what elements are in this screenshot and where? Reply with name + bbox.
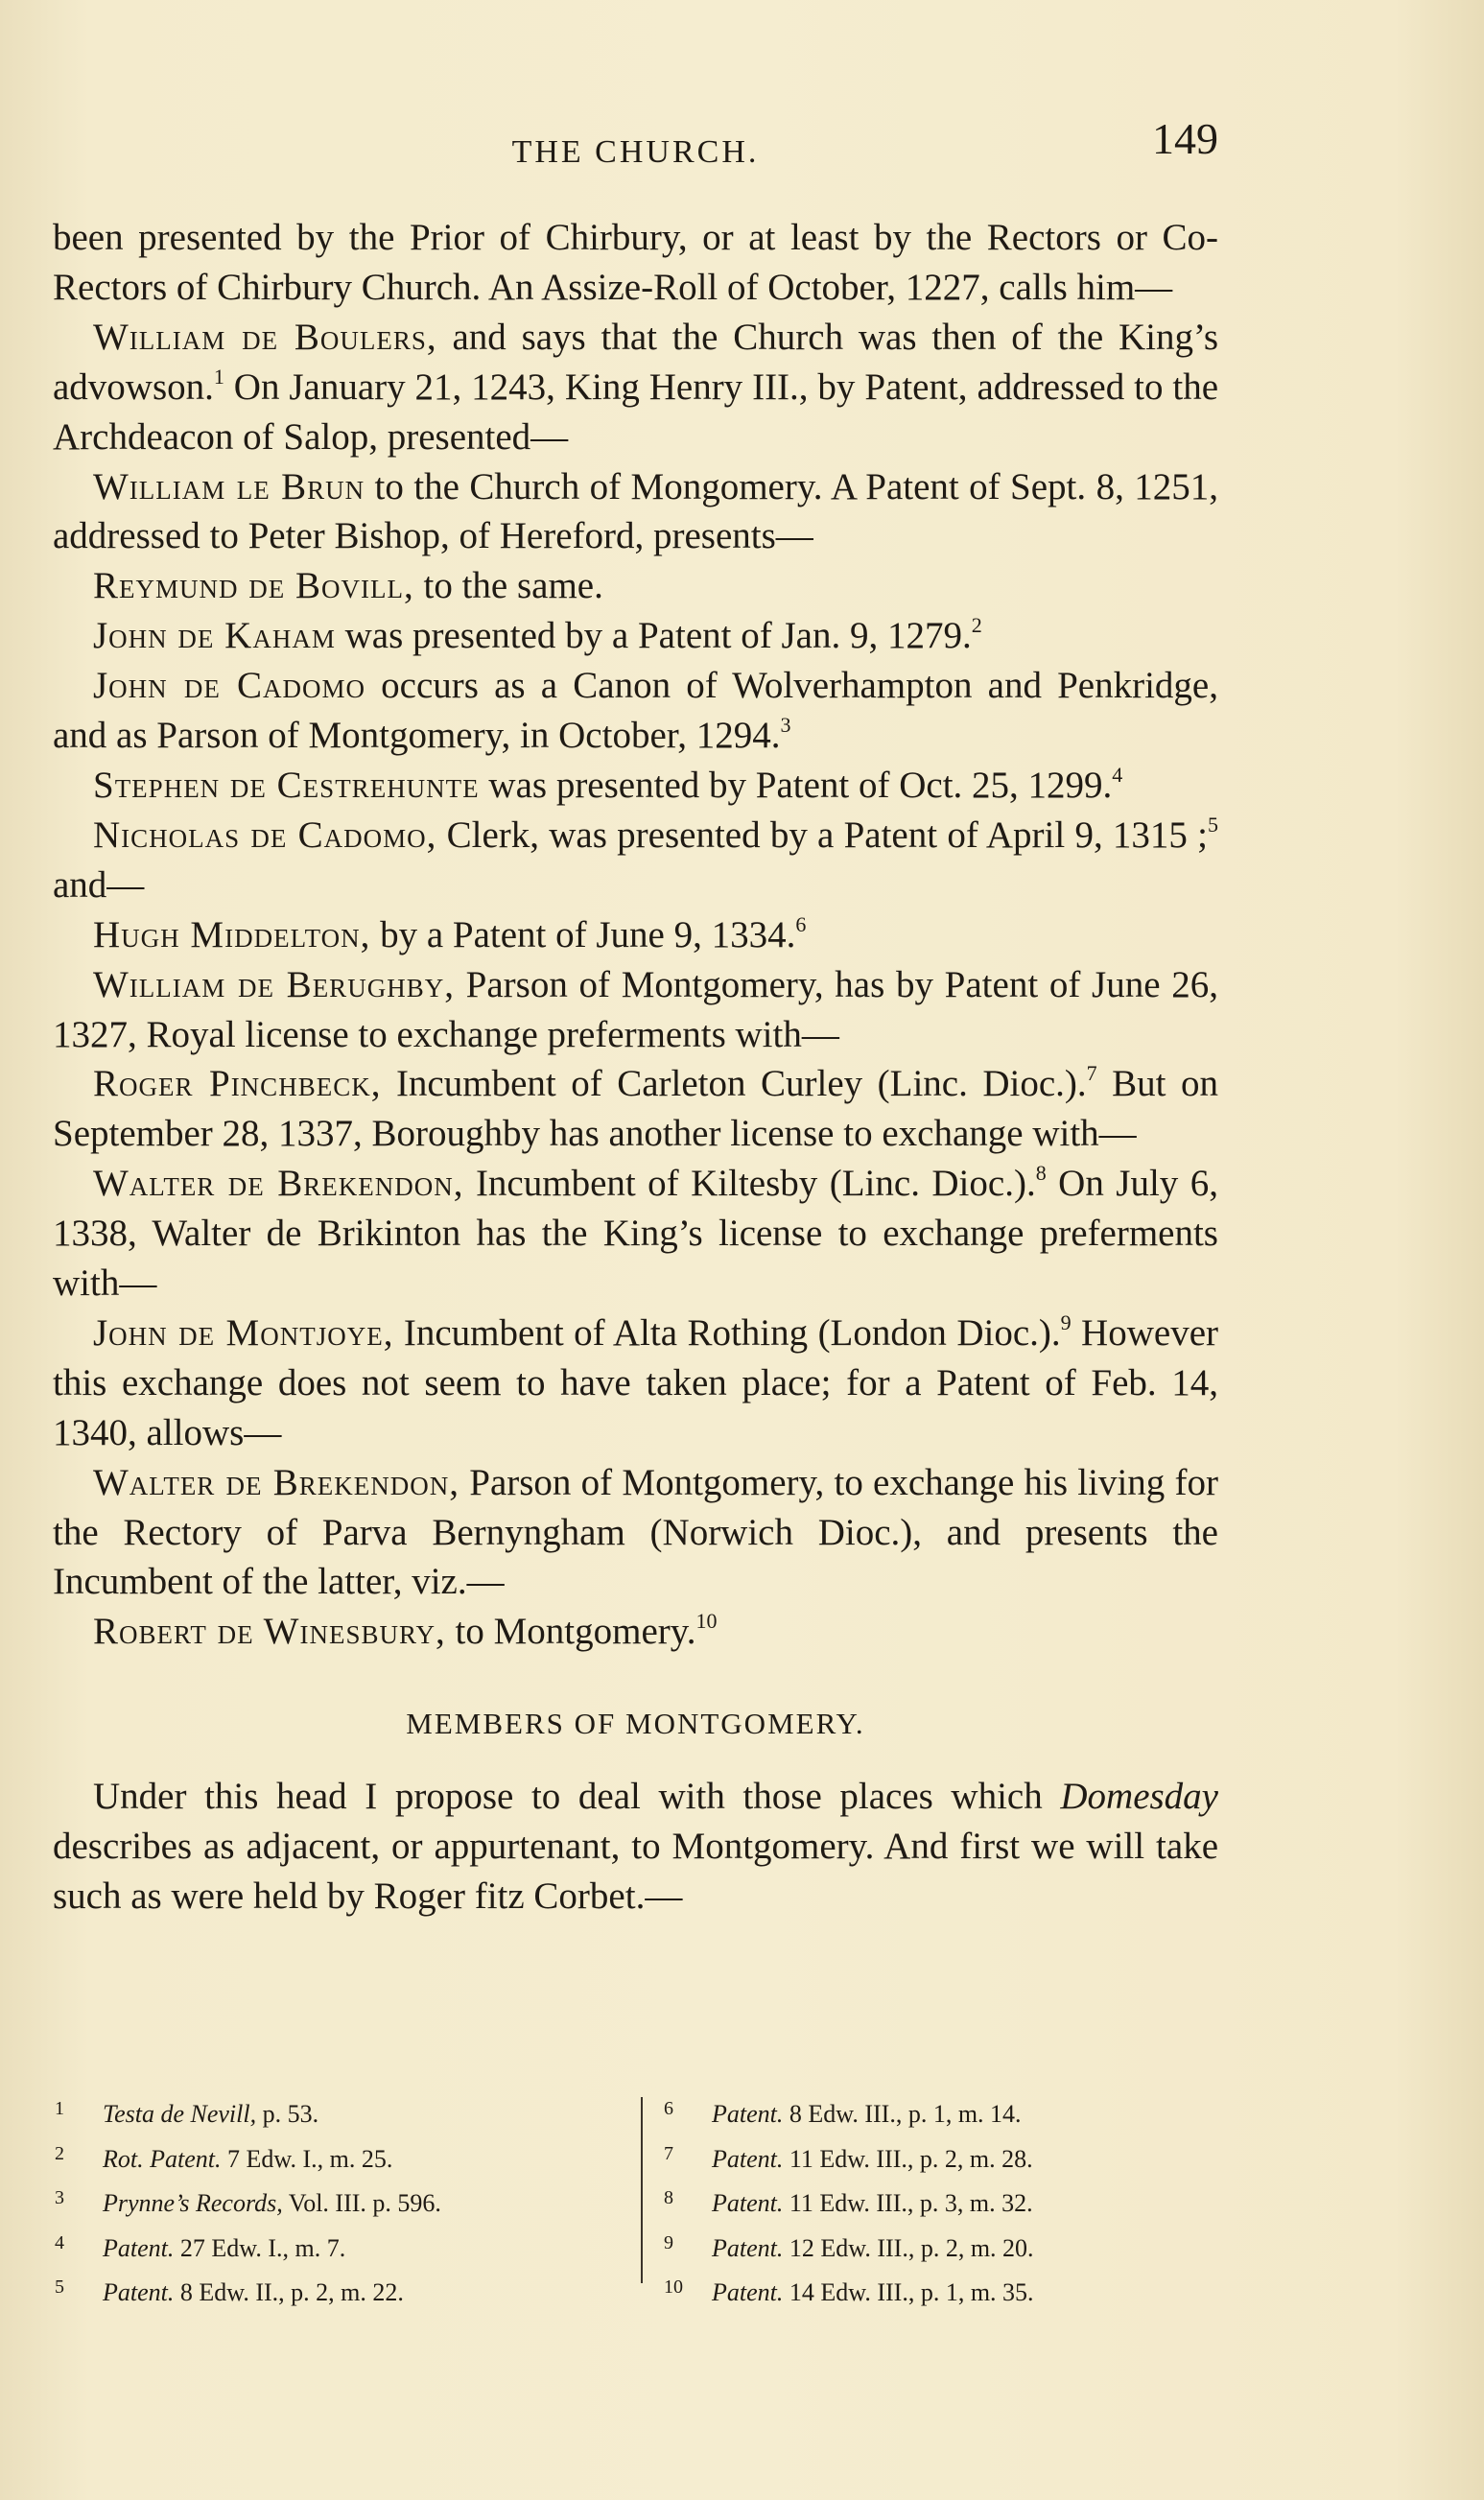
person-name: William de Berughby, <box>93 963 455 1005</box>
footnote-ref[interactable]: 2 <box>971 613 982 638</box>
paragraph-2: William de Boulers, and says that the Church was then of the King’s advowson.$^1$ On January 21, 1243, King Henry III., by Patent, addressed to the Archdeacon of Salop, presented— <box>53 316 1219 458</box>
section-heading: MEMBERS OF MONTGOMERY. <box>406 1707 865 1741</box>
footnote <box>53 2179 609 2224</box>
footnote-ref[interactable]: 6 <box>795 911 807 936</box>
person-name: Walter de Brekendon, <box>93 1461 460 1503</box>
paragraph-14: Walter de Brekendon, Parson of Montgomery, to exchange his living for the Rectory of Parva Bernyngham (Norwich Dioc.), and presents the Incumbent of the latter, viz.— <box>53 1461 1218 1603</box>
footnote-source: Patent. <box>712 2100 784 2128</box>
footnote-number: 8 <box>664 2187 673 2209</box>
footnote-source: Patent. <box>712 2144 784 2173</box>
footnote-number: 3 <box>55 2187 64 2209</box>
footnote-ref[interactable]: 7 <box>1086 1061 1097 1086</box>
person-name: John de Kaham <box>93 615 336 657</box>
paragraph-4: Reymund de Bovill, to the same. <box>93 565 603 607</box>
person-name: Stephen de Cestrehunte <box>93 764 480 806</box>
footnotes-right-column <box>662 2089 1218 2313</box>
footnote-number: 7 <box>664 2142 673 2164</box>
paragraph-1 <box>53 213 1218 313</box>
person-name: William le Brun <box>93 465 365 507</box>
person-name: Robert de Winesbury, <box>93 1611 446 1653</box>
footnote-number: 2 <box>55 2142 64 2164</box>
paragraph-text: been presented by the Prior of Chirbury, or at least by the Rectors or Co-Rectors of Chirbury Church. An Assize-Roll of October, 1227, calls him— <box>53 217 1218 308</box>
paragraph-12: Walter de Brekendon, Incumbent of Kiltesby (Linc. Dioc.).$^8$ On July 6, 1338, Walter de Brikinton has the King’s license to exchange preferments with— <box>53 1161 1218 1305</box>
person-name: John de Cadomo <box>93 665 366 707</box>
footnote-source: Prynne’s Records, <box>103 2189 283 2218</box>
footnote-source: Patent. <box>712 2189 784 2218</box>
paragraph-10: William de Berughby, Parson of Montgomery, has by Patent of June 26, 1327, Royal license to exchange preferments with— <box>53 963 1218 1055</box>
footnote-detail: Vol. III. p. 596. <box>282 2189 441 2218</box>
footnote <box>53 2134 609 2180</box>
footnote-detail: 27 Edw. I., m. 7. <box>174 2233 346 2262</box>
footnote-ref[interactable]: 3 <box>780 713 791 738</box>
footnote-ref[interactable]: 9 <box>1060 1309 1072 1334</box>
footnote-detail: p. 53. <box>256 2100 319 2128</box>
footnote-number: 1 <box>55 2098 64 2119</box>
footnote-detail: 11 Edw. III., p. 2, m. 28. <box>783 2144 1033 2173</box>
person-name: John de Montjoye, <box>93 1311 394 1354</box>
footnote-source: Patent. <box>103 2233 175 2262</box>
person-name: Reymund de Bovill, <box>93 565 414 607</box>
footnote-detail: 14 Edw. III., p. 1, m. 35. <box>783 2278 1034 2307</box>
paragraph-13: John de Montjoye, Incumbent of Alta Rothing (London Dioc.).$^9$ However this exchange does not seem to have taken place; for a Patent of Feb. 14, 1340, allows— <box>53 1309 1218 1453</box>
footnote-number: 9 <box>664 2231 673 2253</box>
footnote-number: 5 <box>55 2276 64 2299</box>
footnote-number: 4 <box>55 2231 64 2253</box>
footnote-source: Patent. <box>712 2233 784 2262</box>
footnote-detail: 11 Edw. III., p. 3, m. 32. <box>783 2189 1033 2218</box>
body-text <box>53 213 1218 1922</box>
person-name: Nicholas de Cadomo, <box>93 814 437 856</box>
footnote <box>53 2089 609 2134</box>
footnote <box>662 2224 1218 2269</box>
footnote-detail: 8 Edw. II., p. 2, m. 22. <box>174 2278 404 2307</box>
paragraph-16: Under this head I propose to deal with those places which Domesday describes as adjacent, or appurtenant, to Montgomery. And first we will take such as were held by Roger fitz Corbet.— <box>53 1776 1218 1917</box>
footnote-detail: 7 Edw. I., m. 25. <box>221 2144 393 2173</box>
page-header <box>53 113 1218 180</box>
footnote <box>662 2179 1218 2224</box>
footnote-ref[interactable]: 4 <box>1112 762 1123 787</box>
paragraph-5: John de Kaham was presented by a Patent of Jan. 9, 1279.$^2$ <box>93 613 982 657</box>
footnote-source: Patent. <box>712 2278 784 2307</box>
running-title: THE CHURCH. <box>511 134 760 170</box>
paragraph-9: Hugh Middelton, by a Patent of June 9, 1334.$^6$ <box>93 911 807 955</box>
footnote-source: Testa de Nevill, <box>103 2100 257 2128</box>
footnote-number: 6 <box>664 2098 673 2119</box>
paragraph-15: Robert de Winesbury, to Montgomery.$^{10}$ <box>93 1609 718 1653</box>
footnote-source: Rot. Patent. <box>103 2144 222 2173</box>
paragraph-11: Roger Pinchbeck, Incumbent of Carleton Curley (Linc. Dioc.).$^7$ But on September 28, 1337, Boroughby has another license to exchange with— <box>53 1061 1218 1155</box>
footnote <box>53 2268 609 2313</box>
footnote-column-divider <box>641 2097 643 2283</box>
footnote-ref[interactable]: 10 <box>695 1609 718 1634</box>
person-name: William de Boulers, <box>93 316 437 358</box>
page-number: 149 <box>1152 114 1218 163</box>
footnotes <box>53 2089 1218 2307</box>
paragraph-7: Stephen de Cestrehunte was presented by Patent of Oct. 25, 1299.$^4$ <box>93 762 1123 806</box>
footnote <box>53 2224 609 2269</box>
person-name: Roger Pinchbeck, <box>93 1063 382 1105</box>
paragraph-8: Nicholas de Cadomo, Clerk, was presented by a Patent of April 9, 1315 ;$^5$ and— <box>53 812 1218 906</box>
footnote <box>662 2268 1218 2313</box>
footnote-ref[interactable]: 1 <box>213 364 224 389</box>
paragraph-3: William le Brun to the Church of Mongomery. A Patent of Sept. 8, 1251, addressed to Peter Bishop, of Hereford, presents— <box>53 465 1218 557</box>
footnote-detail: 8 Edw. III., p. 1, m. 14. <box>783 2100 1022 2128</box>
footnote-number: 10 <box>664 2276 683 2299</box>
footnote-ref[interactable]: 5 <box>1208 812 1218 837</box>
footnotes-left-column <box>53 2089 609 2313</box>
footnote-ref[interactable]: 8 <box>1035 1161 1047 1186</box>
person-name: Walter de Brekendon, <box>93 1163 464 1205</box>
person-name: Hugh Middelton, <box>93 913 371 955</box>
paragraph-6: John de Cadomo occurs as a Canon of Wolverhampton and Penkridge, and as Parson of Montgomery, in October, 1294.$^3$ <box>53 665 1218 757</box>
italic-term: Domesday <box>1060 1776 1218 1818</box>
footnote <box>662 2089 1218 2134</box>
footnote-source: Patent. <box>103 2278 175 2307</box>
footnote <box>662 2134 1218 2180</box>
footnote-detail: 12 Edw. III., p. 2, m. 20. <box>783 2233 1034 2262</box>
